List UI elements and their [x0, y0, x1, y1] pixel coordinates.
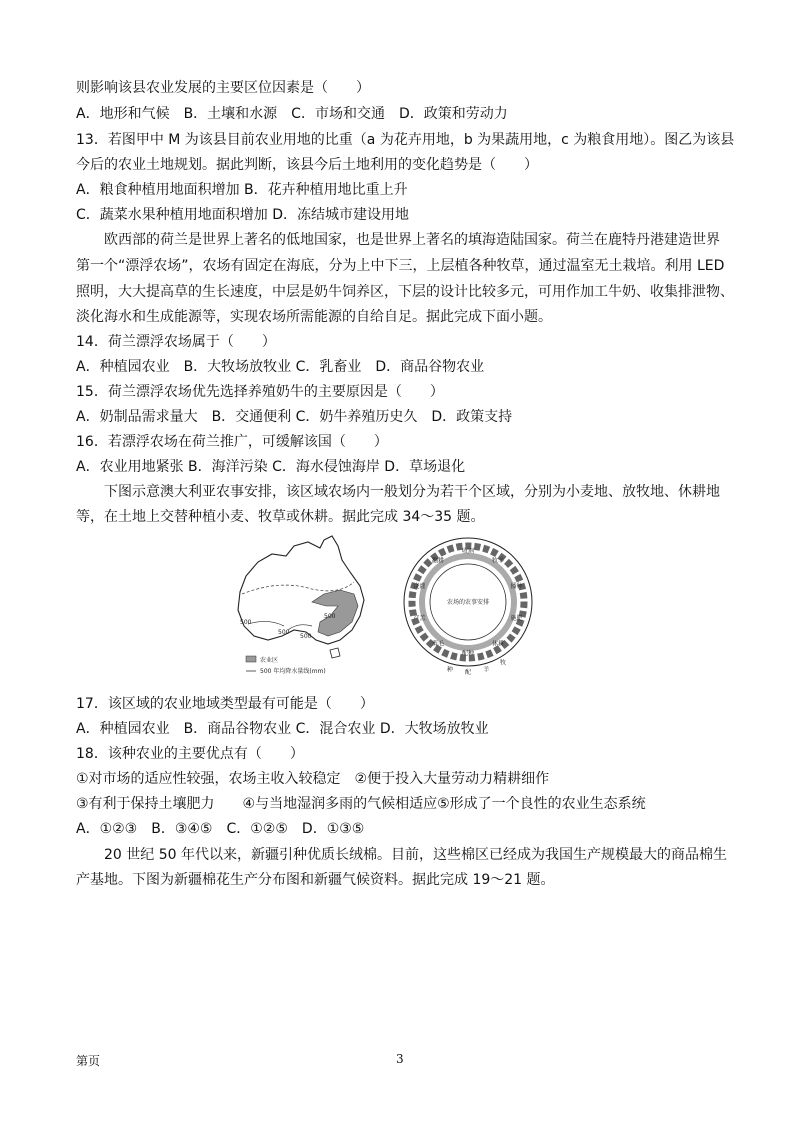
- question-17: 17．该区域的农业地域类型最有可能是（ ）: [76, 696, 374, 712]
- legend-agri-label: 农业区: [260, 657, 279, 664]
- wheel-activity-label: 休耕: [491, 640, 505, 648]
- wheel-outer-label: 羊: [483, 666, 490, 674]
- wheel-activity-label: 播种: [510, 583, 523, 591]
- question-13: 13．若图甲中 M 为该县目前农业用地的比重（a 为花卉用地，b 为果蔬用地，c 为粮食用地）。图乙为该县: [76, 132, 735, 148]
- text-line: A．地形和气候 B．土壤和水源 C．市场和交通 D．政策和劳动力: [76, 106, 508, 122]
- text-line: ③有利于保持土壤肥力 ④与当地湿润多雨的气候相适应⑤形成了一个良性的农业生态系统: [76, 796, 646, 812]
- tasmania-island: [330, 648, 340, 658]
- australia-farming-figure: [228, 532, 558, 682]
- wheel-activity-label: 产羔: [413, 614, 426, 622]
- passage-line: 下图示意澳大利亚农事安排，该区域农场内一般划分为若干个区域，分别为小麦地、放牧地、休耕地: [104, 484, 720, 500]
- isohyet-label: 500: [278, 629, 290, 636]
- text-line: C．蔬菜水果种植用地面积增加 D．冻结城市建设用地: [76, 207, 410, 223]
- farm-calendar-wheel: [404, 538, 532, 666]
- text-line: A．农业用地紧张 B．海洋污染 C．海水侵蚀海岸 D．草场退化: [76, 459, 466, 475]
- wheel-outer-label: 牧: [499, 659, 507, 667]
- wheel-activity-label: 翻耕: [431, 557, 445, 565]
- passage-line: 第一个“漂浮农场”，农场有固定在海底，分为上中下三，上层植各种牧草，通过温室无土栽培。利用 LED: [76, 258, 725, 274]
- passage-line: 淡化海水和生成能源等，实现农场所需能源的自给自足。据此完成下面小题。: [76, 309, 552, 325]
- footer-page-label: 第页: [76, 1054, 101, 1068]
- text-line: A．奶制品需求量大 B．交通便利 C．奶牛养殖历史久 D．政策支持: [76, 409, 513, 425]
- text-line: 则影响该县农业发展的主要区位因素是（ ）: [76, 80, 370, 96]
- wheel-activity-label: 牧羊: [491, 557, 505, 565]
- question-14: 14．荷兰漂浮农场属于（ ）: [76, 334, 276, 350]
- legend-agri-swatch: [246, 656, 256, 662]
- wheel-activity-label: 浇灌: [413, 583, 426, 591]
- wheel-center-label: 农场的农事安排: [446, 599, 490, 606]
- passage-line: 欧西部的荷兰是世界上著名的低地国家，也是世界上著名的填海造陆国家。荷兰在鹿特丹港建造世界: [104, 232, 720, 248]
- wheel-outer-label: 配: [464, 669, 472, 676]
- text-line: A．①②③ B．③④⑤ C．①②⑤ D．①③⑤: [76, 821, 365, 837]
- isohyet-line: [248, 621, 284, 626]
- footer-page-number: 3: [396, 1052, 404, 1066]
- question-16: 16．若漂浮农场在荷兰推广，可缓解该国（ ）: [76, 434, 388, 450]
- isohyet-label: 500: [324, 613, 336, 620]
- wheel-activity-label: 配种: [461, 650, 475, 657]
- text-line: A．种植园农业 B．大牧场放牧业 C．乳畜业 D．商品谷物农业: [76, 359, 485, 375]
- passage-line: 20 世纪 50 年代以来，新疆引种优质长绒棉。目前，这些棉区已经成为我国生产规模最大的商品棉生: [104, 847, 727, 863]
- wheel-activity-label: 收割: [461, 548, 475, 555]
- text-line: A．种植园农业 B．商品谷物农业 C．混合农业 D．大牧场放牧业: [76, 721, 489, 737]
- passage-line: 等，在土地上交替种植小麦、牧草或休耕。据此完成 34～35 题。: [76, 509, 485, 525]
- isohyet-line: [288, 625, 312, 630]
- text-line: 今后的农业土地规划。据此判断，该县今后土地利用的变化趋势是（ ）: [76, 157, 538, 173]
- question-15: 15．荷兰漂浮农场优先选择养殖奶牛的主要原因是（ ）: [76, 384, 444, 400]
- text-line: ①对市场的适应性较强，农场主收入较稳定 ②便于投入大量劳动力精耕细作: [76, 771, 550, 787]
- question-18: 18．该种农业的主要优点有（ ）: [76, 746, 304, 762]
- passage-line: 照明，大大提高草的生长速度，中层是奶牛饲养区，下层的设计比较多元，可用作加工牛奶、收集排泄物、: [76, 284, 734, 300]
- wheel-outer-label: 种: [446, 666, 453, 674]
- isohyet-label: 500: [240, 619, 252, 626]
- wheel-activity-label: 剪毛: [431, 640, 445, 648]
- text-line: A．粮食种植用地面积增加 B．花卉种植用地比重上升: [76, 182, 408, 198]
- isohyet-label: 500: [300, 633, 312, 640]
- passage-line: 产基地。下图为新疆棉花生产分布图和新疆气候资料。据此完成 19～21 题。: [76, 872, 555, 888]
- wheel-activity-label: 施肥: [510, 614, 523, 622]
- legend-iso-label: 500 年均降水量线(mm): [260, 668, 326, 675]
